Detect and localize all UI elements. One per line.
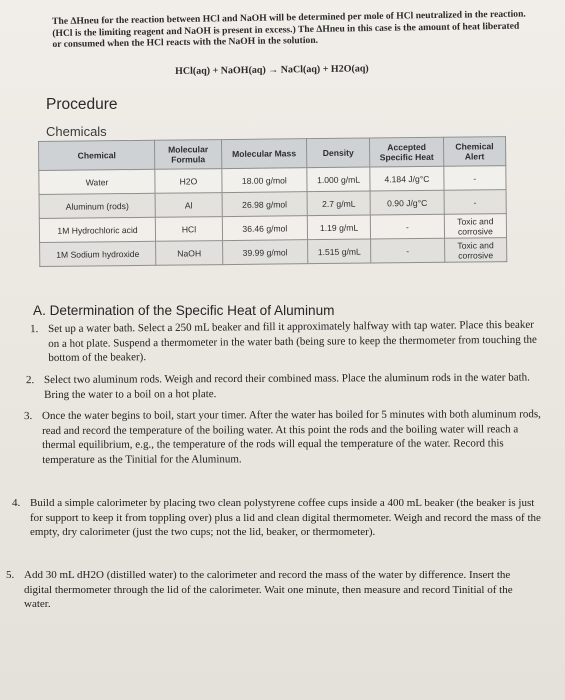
step-number: 3. <box>24 410 33 423</box>
table-cell: 18.00 g/mol <box>222 168 307 193</box>
column-header: Accepted Specific Heat <box>370 137 444 167</box>
column-header: Chemical Alert <box>443 137 505 167</box>
step-number: 5. <box>6 569 15 581</box>
column-header: Chemical <box>39 140 155 170</box>
table-cell: 36.46 g/mol <box>222 216 307 241</box>
table-cell: 1.19 g/mL <box>307 215 370 240</box>
table-cell: - <box>371 214 445 239</box>
table-cell: NaOH <box>156 241 223 266</box>
reaction-equation: HCl(aq) + NaOH(aq) → NaCl(aq) + H2O(aq) <box>175 63 369 77</box>
table-cell: Toxic and corrosive <box>444 238 506 263</box>
step-text: Add 30 mL dH2O (distilled water) to the calorimeter and record the mass of the water by difference. Insert the digital thermometer through the lid of the calorimeter. Wait one minute, then measure and record Tinitial of the water. <box>24 569 513 611</box>
step-number: 4. <box>12 497 21 509</box>
chemicals-heading: Chemicals <box>46 124 107 139</box>
column-header: Molecular Formula <box>155 140 222 170</box>
table-cell: 1M Hydrochloric acid <box>39 217 155 242</box>
column-header: Molecular Mass <box>221 139 306 169</box>
table-cell: 39.99 g/mol <box>222 240 307 265</box>
step-text: Once the water begins to boil, start your timer. After the water has boiled for 5 minutes with both aluminum rods, read and record the temperature of the boiling water. At this point the rods and the boiling water will reach a thermal equilibrium, e.g., the temperature of the rods will equal the temperature of the water. Record this temperature as the Tinitial for the Aluminum. <box>42 408 541 466</box>
table-cell: 26.98 g/mol <box>222 192 307 217</box>
table-cell: 2.7 g/mL <box>307 191 370 216</box>
table-cell: - <box>444 190 506 215</box>
procedure-step <box>6 568 540 612</box>
table-cell: - <box>444 166 506 191</box>
table-cell: 1.515 g/mL <box>308 239 371 264</box>
chemicals-table <box>38 136 507 267</box>
step-text: Set up a water bath. Select a 250 mL beaker and fill it approximately halfway with tap water. Place this beaker on a hot plate. Suspend a thermometer in the water bath (being sure to keep the thermometer from touching the bottom of the beaker). <box>48 318 537 365</box>
step-text: Build a simple calorimeter by placing two clean polystyrene coffee cups inside a 400 mL beaker (the beaker is just for support to keep it from toppling over) plus a lid and clean digital thermometer. Weigh and record the mass of the empty, dry calorimeter (just the two cups; not the lid, beaker, or thermometer). <box>30 497 541 539</box>
procedure-step <box>30 318 542 366</box>
table-cell: Aluminum (rods) <box>39 193 155 218</box>
table-cell: 1M Sodium hydroxide <box>40 241 156 266</box>
table-cell: 1.000 g/mL <box>307 167 370 192</box>
table-row <box>40 238 507 267</box>
table-cell: 4.184 J/g°C <box>370 166 444 191</box>
table-cell: Water <box>39 169 155 194</box>
table-cell: HCl <box>155 217 222 242</box>
procedure-step <box>24 407 544 467</box>
table-cell: - <box>371 238 445 263</box>
section-a-heading: A. Determination of the Specific Heat of Aluminum <box>33 303 335 318</box>
table-cell: H2O <box>155 169 222 194</box>
step-number: 1. <box>30 323 39 336</box>
step-text: Select two aluminum rods. Weigh and record their combined mass. Place the aluminum rods in the water bath. Bring the water to a boil on a hot plate. <box>44 371 530 401</box>
table-cell: Toxic and corrosive <box>444 214 506 239</box>
procedure-step <box>26 370 544 402</box>
procedure-step <box>12 496 542 540</box>
table-cell: Al <box>155 193 222 218</box>
intro-paragraph: The ΔHneu for the reaction between HCl and NaOH will be determined per mole of HCl neutralized in the reaction. (HCl is the limiting reagent and NaOH is present in excess.) The ΔHneu in this case is the amount of heat liberated or consumed when the HCl reacts with the NaOH in the solution. <box>52 8 526 50</box>
step-number: 2. <box>26 374 35 387</box>
table-cell: 0.90 J/g°C <box>370 190 444 215</box>
procedure-heading: Procedure <box>46 96 118 113</box>
column-header: Density <box>306 138 370 168</box>
